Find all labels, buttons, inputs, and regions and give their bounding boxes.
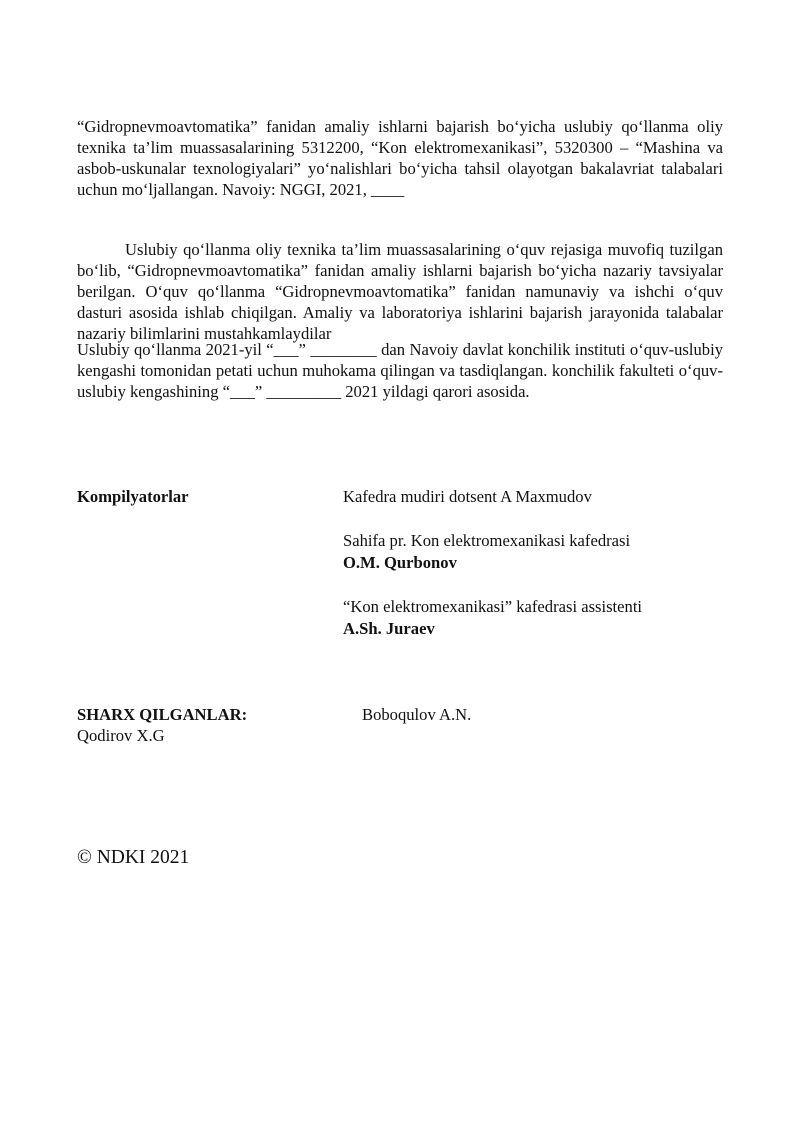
description-paragraph: Uslubiy qoʻllanma oliy texnika ta’lim muassasalarining oʻquv rejasiga muvofiq tuzilgan boʻlib, “Gidropnevmoavtomatika” fanidan amaliy ishlarni bajarish boʻyicha nazariy tavsiyalar berilgan. Oʻquv qoʻllanma “Gidropnevmoavtomatika” fanidan namunaviy va ishchi oʻquv dasturi asosida ishlab chiqilgan. Amaliy va laboratoriya ishlarini bajarish jarayonida talabalar nazariy bilimlarini mustahkamlaydilar [77, 240, 723, 343]
copyright-notice: © NDKI 2021 [77, 847, 190, 868]
compiler-2-position: Sahifa pr. Kon elektromexanikasi kafedrasi [343, 531, 631, 550]
annotation-paragraph: “Gidropnevmoavtomatika” fanidan amaliy ishlarni bajarish boʻyicha uslubiy qoʻllanma oliy texnika ta’lim muassasalarining 5312200, “Kon elektromexanikasi”, 5320300 – “Mashina va asbob-uskunalar texnologiyalari” yoʻnalishlari boʻyicha tahsil olayotgan bakalavriat talabalari uchun moʻljallangan. Navoiy: NGGI, 2021, ____ [77, 117, 723, 199]
compilers-label: Kompilyatorlar [77, 487, 189, 506]
compiler-3-position: “Kon elektromexanikasi” kafedrasi assistenti [343, 597, 643, 616]
reviewer-2-name: Qodirov X.G [77, 726, 165, 745]
reviewers-label: SHARX QILGANLAR: [77, 705, 248, 724]
compiler-3-name: A.Sh. Juraev [343, 619, 435, 638]
approval-paragraph: Uslubiy qoʻllanma 2021-yil “___” ________ dan Navoiy davlat konchilik instituti oʻquv-uslubiy kengashi tomonidan petati uchun muhokama qilingan va tasdiqlangan. konchilik fakulteti oʻquv-uslubiy kengashining “___” _________ 2021 yildagi qarori asosida. [77, 340, 723, 401]
compiler-2-name: O.M. Qurbonov [343, 553, 457, 572]
compiler-1-position: Kafedra mudiri dotsent A Maxmudov [343, 487, 592, 506]
reviewer-1-name: Boboqulov A.N. [362, 705, 472, 724]
